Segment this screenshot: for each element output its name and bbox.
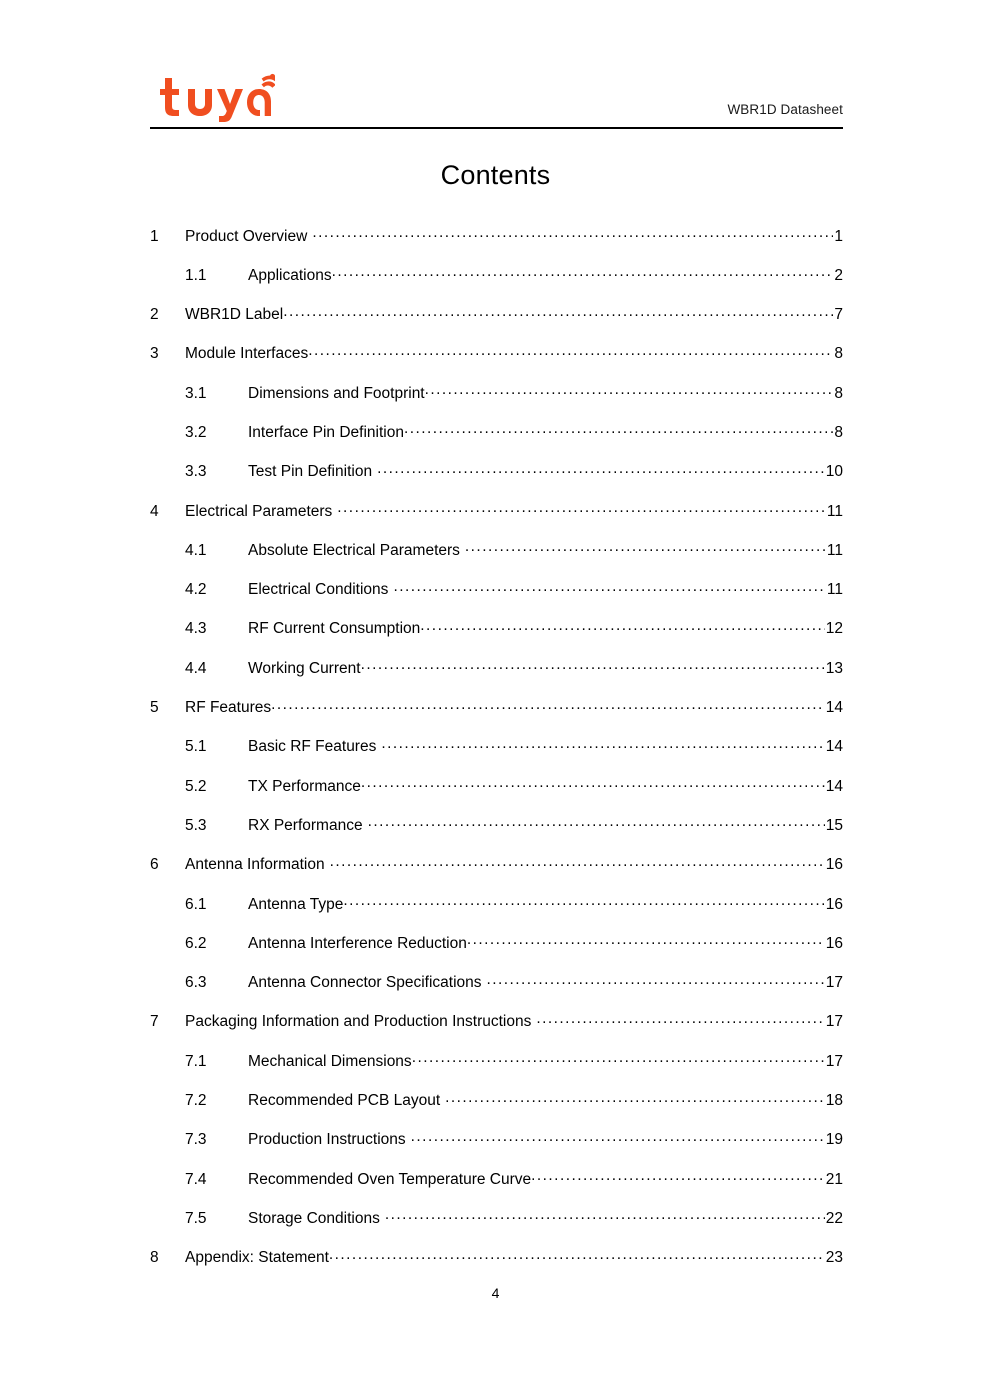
toc-entry-page-number: 16 [825,856,843,874]
toc-entry-page-number: 23 [825,1249,843,1267]
toc-entry-number: 3 [150,345,159,363]
toc-entry-page-number: 8 [834,345,843,363]
toc-dot-leader [337,500,826,516]
toc-dot-leader [385,1207,825,1223]
toc-entry-number: 7.3 [185,1131,207,1149]
toc-entry-page-number: 19 [825,1131,843,1149]
toc-entry-label: Recommended PCB Layout [248,1092,441,1110]
toc-entry[interactable] [150,893,843,932]
toc-dot-leader [393,579,825,595]
toc-entry-label: Appendix: Statement [185,1249,329,1267]
toc-entry-label: Production Instructions [248,1131,406,1149]
toc-entry-number: 7 [150,1013,159,1031]
table-of-contents [150,225,843,1286]
toc-entry-label: Recommended Oven Temperature Curve [248,1170,532,1188]
toc-dot-leader [536,1011,824,1027]
toc-entry-label: Antenna Type [248,895,344,913]
header-document-title: WBR1D Datasheet [727,102,843,117]
toc-entry-label: Antenna Information [185,856,325,874]
toc-entry-page-number: 16 [825,934,843,952]
toc-entry-page-number: 17 [825,974,843,992]
toc-dot-leader [425,382,834,398]
toc-entry-number: 6 [150,856,159,874]
toc-entry-number: 6.3 [185,974,207,992]
toc-entry-label: RF Features [185,699,272,717]
toc-entry[interactable] [150,304,843,343]
toc-entry[interactable] [150,1011,843,1050]
toc-entry-page-number: 14 [825,699,843,717]
toc-entry-page-number: 11 [826,502,843,520]
toc-dot-leader [332,264,834,280]
toc-dot-leader [404,421,833,437]
toc-dot-leader [445,1090,825,1106]
toc-entry-page-number: 11 [826,581,843,599]
toc-entry[interactable] [150,1207,843,1246]
toc-entry-label: Product Overview [185,227,308,245]
toc-entry-label: Working Current [248,659,361,677]
toc-dot-leader [329,1247,825,1263]
toc-entry-number: 8 [150,1249,159,1267]
toc-entry[interactable] [150,1090,843,1129]
toc-entry-number: 2 [150,306,159,324]
toc-entry[interactable] [150,382,843,421]
toc-entry[interactable] [150,343,843,382]
toc-entry[interactable] [150,539,843,578]
toc-entry[interactable] [150,1050,843,1089]
toc-entry-page-number: 11 [826,541,843,559]
toc-entry[interactable] [150,657,843,696]
toc-entry-page-number: 17 [825,1052,843,1070]
toc-entry-page-number: 22 [825,1209,843,1227]
toc-entry-page-number: 14 [825,738,843,756]
toc-entry-label: Test Pin Definition [248,463,373,481]
toc-entry-page-number: 16 [825,895,843,913]
toc-dot-leader [411,1129,825,1145]
toc-entry-label: Module Interfaces [185,345,309,363]
toc-dot-leader [368,814,825,830]
toc-dot-leader [308,343,833,359]
toc-dot-leader [381,736,824,752]
toc-dot-leader [343,893,824,909]
toc-entry-page-number: 17 [825,1013,843,1031]
toc-entry-number: 4.2 [185,581,207,599]
toc-entry[interactable] [150,1247,843,1286]
toc-entry[interactable] [150,1168,843,1207]
toc-entry-page-number: 8 [834,384,843,402]
toc-dot-leader [361,657,825,673]
toc-entry[interactable] [150,461,843,500]
toc-entry-page-number: 1 [834,227,843,245]
toc-dot-leader [531,1168,825,1184]
toc-entry-number: 4 [150,502,159,520]
toc-entry-number: 4.3 [185,620,207,638]
toc-dot-leader [467,932,825,948]
toc-entry-number: 3.1 [185,384,207,402]
toc-entry-number: 4.4 [185,659,207,677]
toc-entry[interactable] [150,932,843,971]
toc-entry[interactable] [150,972,843,1011]
toc-entry-number: 7.5 [185,1209,207,1227]
toc-entry-label: RX Performance [248,816,363,834]
toc-entry-number: 5.2 [185,777,207,795]
toc-entry-page-number: 14 [825,777,843,795]
toc-entry[interactable] [150,854,843,893]
toc-entry-label: Mechanical Dimensions [248,1052,412,1070]
toc-entry-number: 1 [150,227,159,245]
toc-entry-number: 6.2 [185,934,207,952]
toc-entry-page-number: 2 [834,266,843,284]
toc-entry-label: Antenna Interference Reduction [248,934,467,952]
toc-entry-page-number: 10 [825,463,843,481]
toc-dot-leader [487,972,825,988]
toc-entry-label: Basic RF Features [248,738,377,756]
toc-entry-page-number: 7 [834,306,843,324]
toc-entry[interactable] [150,579,843,618]
toc-entry-number: 7.1 [185,1052,207,1070]
toc-entry-label: Packaging Information and Production Instructions [185,1013,532,1031]
toc-entry[interactable] [150,264,843,303]
toc-entry-number: 6.1 [185,895,207,913]
toc-entry-number: 5 [150,699,159,717]
tuya-wifi-arc-logo [155,72,275,122]
toc-dot-leader [377,461,825,477]
toc-entry[interactable] [150,775,843,814]
toc-entry-label: Dimensions and Footprint [248,384,425,402]
toc-dot-leader [283,304,833,320]
toc-entry-number: 7.2 [185,1092,207,1110]
toc-entry[interactable] [150,736,843,775]
toc-entry-number: 5.1 [185,738,207,756]
page-title: Contents [440,160,551,190]
toc-entry-label: Electrical Conditions [248,581,389,599]
toc-entry-page-number: 8 [834,423,843,441]
header-divider [150,127,843,129]
toc-dot-leader [271,697,825,713]
toc-dot-leader [465,539,826,555]
toc-entry-label: TX Performance [248,777,361,795]
toc-entry[interactable] [150,500,843,539]
toc-entry[interactable] [150,225,843,264]
toc-entry-number: 7.4 [185,1170,207,1188]
toc-entry-label: Antenna Connector Specifications [248,974,482,992]
toc-entry[interactable] [150,1129,843,1168]
toc-entry-page-number: 21 [825,1170,843,1188]
toc-entry-label: Storage Conditions [248,1209,380,1227]
toc-dot-leader [361,775,825,791]
toc-entry[interactable] [150,814,843,853]
toc-entry-page-number: 13 [825,659,843,677]
toc-dot-leader [312,225,833,241]
page-header [150,62,843,132]
toc-entry-number: 1.1 [185,266,207,284]
toc-entry-number: 3.2 [185,423,207,441]
toc-dot-leader [412,1050,825,1066]
toc-entry-label: Absolute Electrical Parameters [248,541,460,559]
toc-entry[interactable] [150,697,843,736]
toc-entry-label: WBR1D Label [185,306,284,324]
toc-dot-leader [330,854,825,870]
tuya-logo [155,72,275,122]
toc-entry[interactable] [150,421,843,460]
toc-entry-number: 4.1 [185,541,207,559]
toc-entry-label: RF Current Consumption [248,620,421,638]
toc-entry-number: 3.3 [185,463,207,481]
toc-entry-page-number: 12 [825,620,843,638]
toc-entry-label: Electrical Parameters [185,502,333,520]
toc-dot-leader [420,618,824,634]
toc-entry-label: Applications [248,266,332,284]
toc-entry-number: 5.3 [185,816,207,834]
toc-entry[interactable] [150,618,843,657]
toc-entry-page-number: 18 [825,1092,843,1110]
toc-entry-label: Interface Pin Definition [248,423,404,441]
footer-page-number: 4 [491,1285,500,1301]
toc-entry-page-number: 15 [825,816,843,834]
